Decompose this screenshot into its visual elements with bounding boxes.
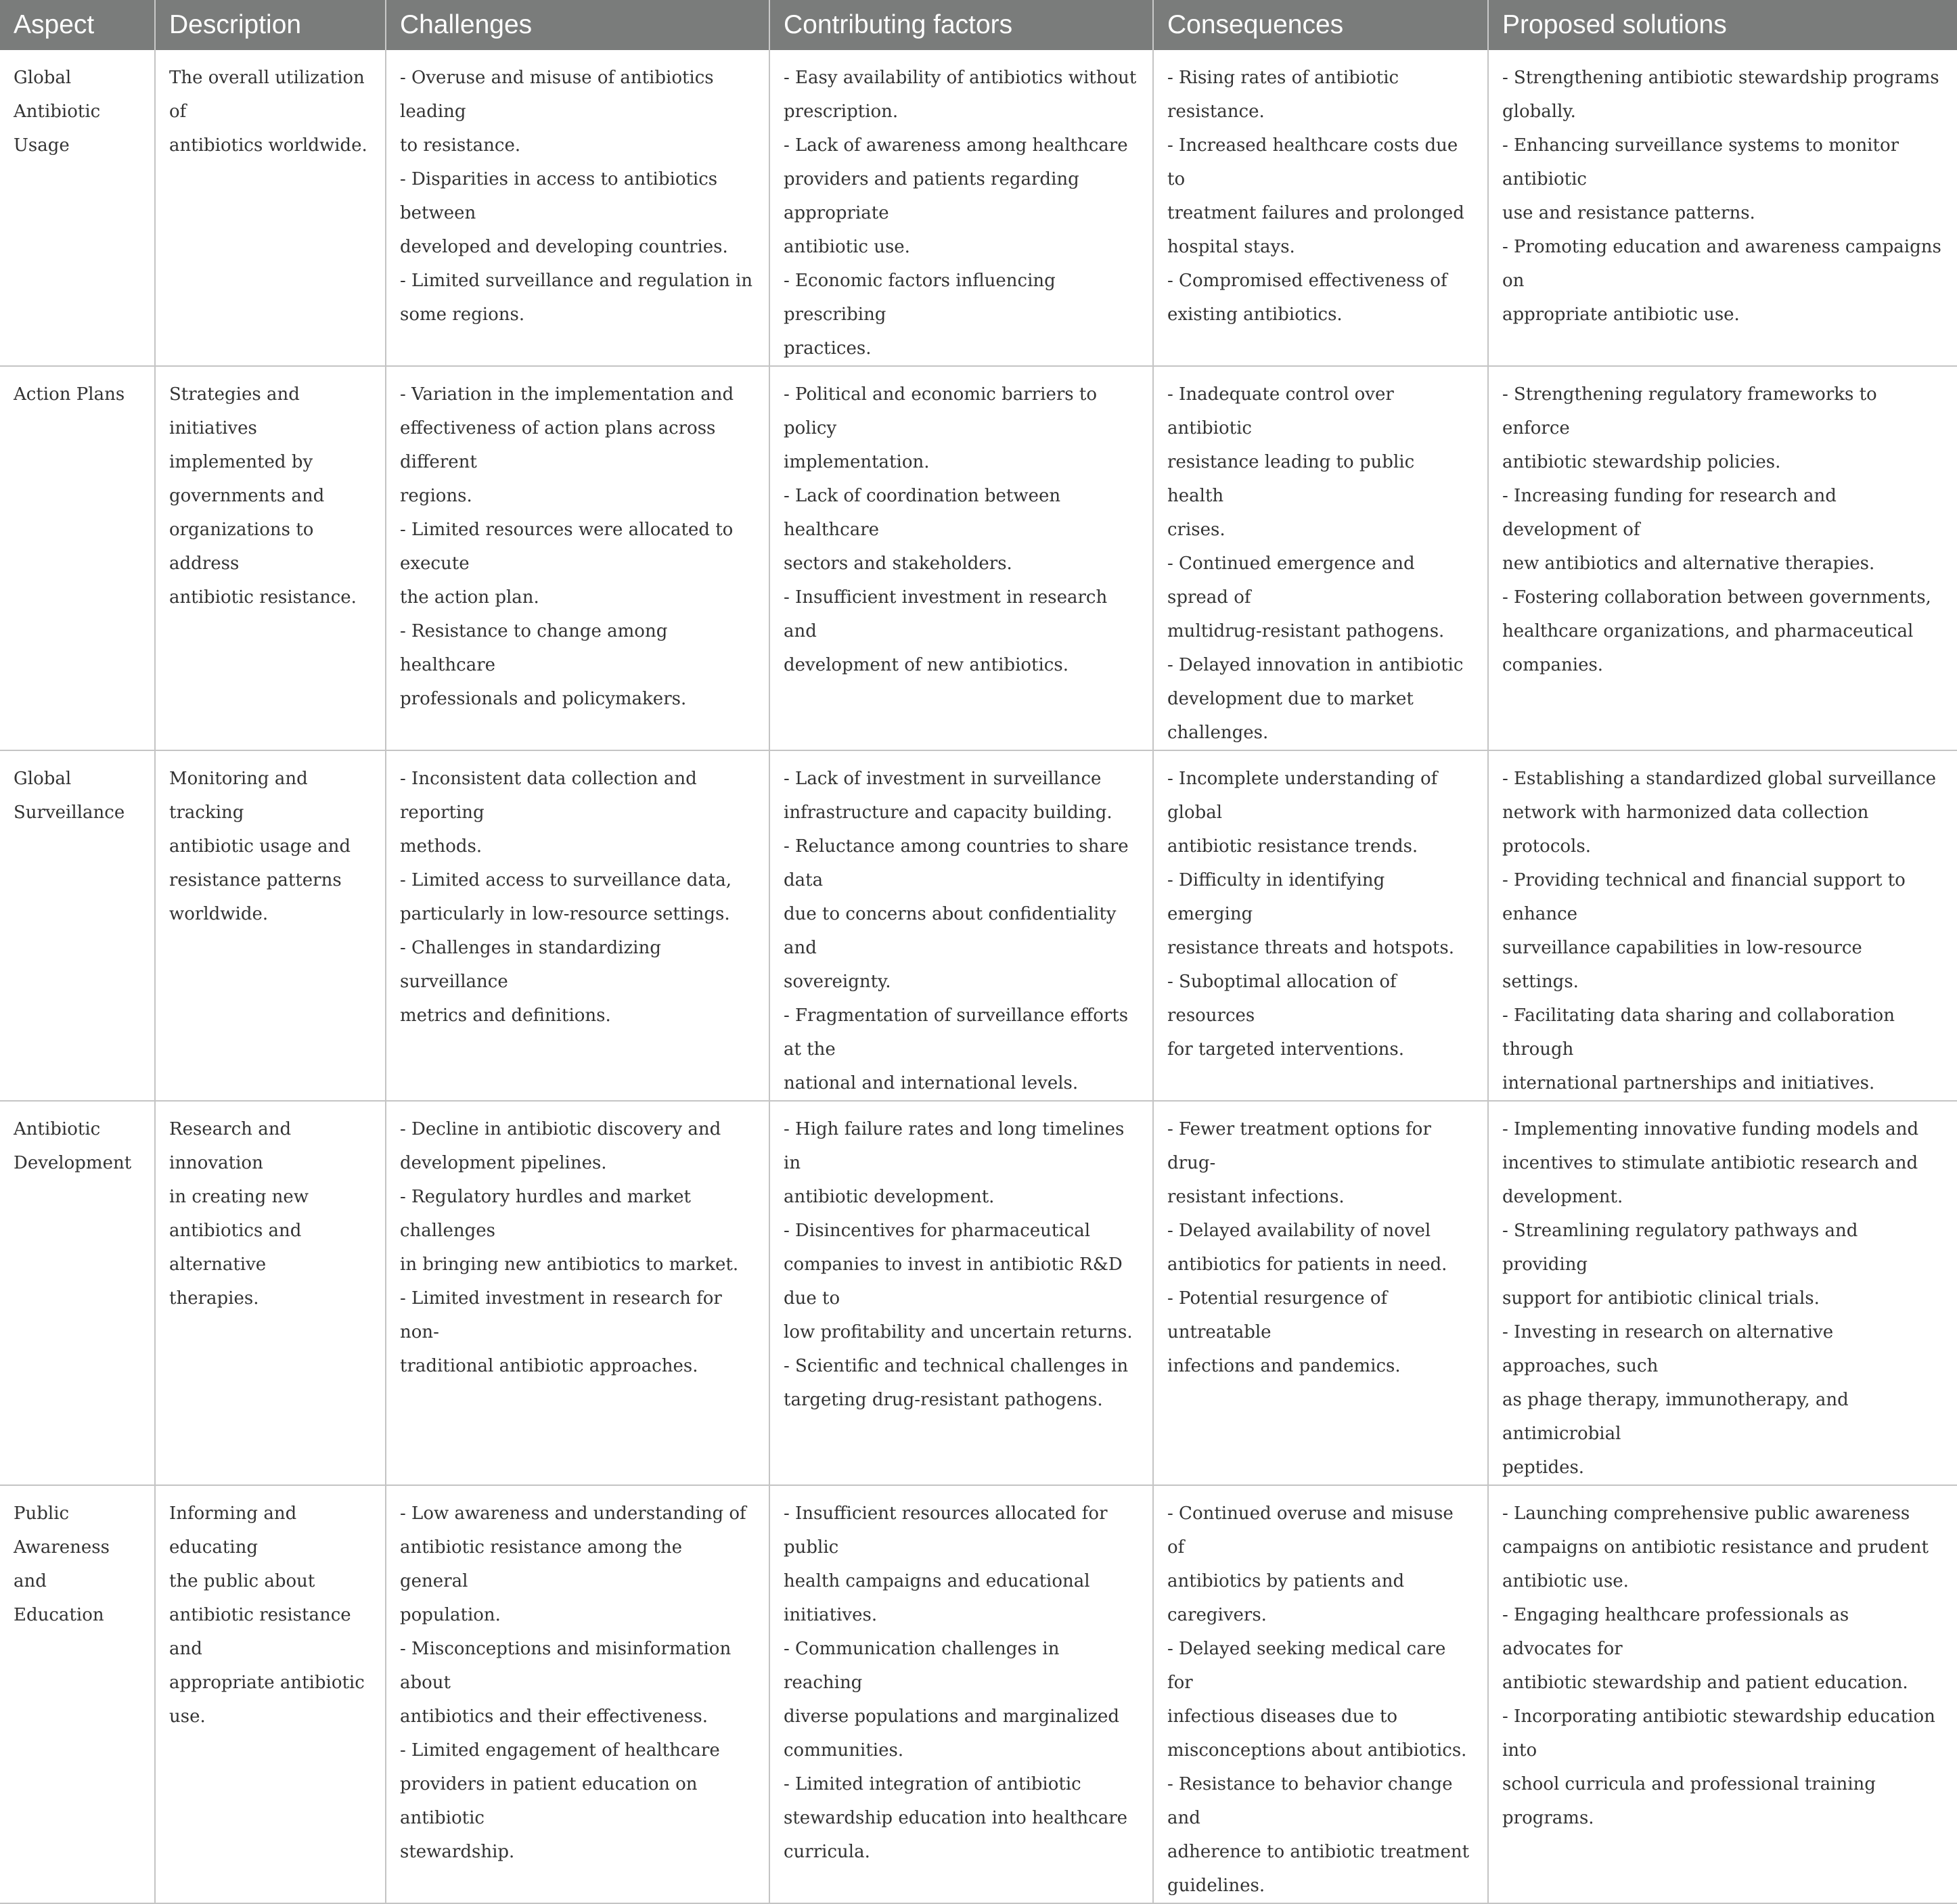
factors-cell xyxy=(769,366,1153,750)
cell-line: - Political and economic barriers to policy xyxy=(784,384,1097,438)
cell-line: resistance leading to public health xyxy=(1167,452,1415,506)
cell-line: antibiotic resistance and xyxy=(169,1605,351,1659)
cell-line: - Enhancing surveillance systems to monitor antibiotic xyxy=(1502,135,1899,189)
cell-line: - Fewer treatment options for drug- xyxy=(1167,1119,1431,1173)
cell-line: - Difficulty in identifying emerging xyxy=(1167,870,1385,924)
cell-line: - Limited resources were allocated to execute xyxy=(400,520,734,574)
cell-line: Monitoring and tracking xyxy=(169,769,308,823)
cell-line: - Communication challenges in reaching xyxy=(784,1639,1060,1693)
aspect-cell xyxy=(0,366,155,750)
cell-line: companies to invest in antibiotic R&D due to xyxy=(784,1254,1123,1309)
cell-line: infrastructure and capacity building. xyxy=(784,802,1112,823)
cell-line: - Delayed availability of novel xyxy=(1167,1221,1431,1241)
cell-line: methods. xyxy=(400,836,482,857)
cell-line: - Delayed seeking medical care for xyxy=(1167,1639,1446,1693)
cell-line: as phage therapy, immunotherapy, and antimicrobial xyxy=(1502,1390,1849,1444)
cell-line: - Misconceptions and misinformation about xyxy=(400,1639,732,1693)
cell-line: - Limited access to surveillance data, xyxy=(400,870,732,890)
cell-line: - Promoting education and awareness campaigns on xyxy=(1502,237,1941,291)
cell-line: - Continued emergence and spread of xyxy=(1167,553,1415,608)
cell-line: Public xyxy=(14,1503,70,1524)
cell-line: - Strengthening antibiotic stewardship programs xyxy=(1502,68,1939,88)
cell-line: in bringing new antibiotics to market. xyxy=(400,1254,739,1275)
factors-cell xyxy=(769,750,1153,1101)
cell-line: existing antibiotics. xyxy=(1167,304,1343,325)
cell-line: companies. xyxy=(1502,655,1604,675)
cell-line: in creating new xyxy=(169,1187,309,1207)
cell-line: development due to market challenges. xyxy=(1167,689,1414,743)
table-row xyxy=(0,1101,1957,1485)
cell-line: - Reluctance among countries to share data xyxy=(784,836,1129,890)
cell-line: Global xyxy=(14,769,72,789)
cell-line: - Streamlining regulatory pathways and providing xyxy=(1502,1221,1858,1275)
cell-line: professionals and policymakers. xyxy=(400,689,687,709)
description-cell xyxy=(155,750,386,1101)
cell-line: infections and pandemics. xyxy=(1167,1356,1401,1376)
cell-line: to resistance. xyxy=(400,135,521,156)
cell-line: treatment failures and prolonged xyxy=(1167,203,1464,223)
cell-line: resistance threats and hotspots. xyxy=(1167,938,1454,958)
aspect-cell xyxy=(0,1485,155,1903)
cell-line: healthcare organizations, and pharmaceutical xyxy=(1502,621,1914,641)
header-challenges: Challenges xyxy=(386,0,769,50)
cell-line: - Low awareness and understanding of xyxy=(400,1503,746,1524)
header-contributing-factors: Contributing factors xyxy=(769,0,1153,50)
cell-line: - Decline in antibiotic discovery and xyxy=(400,1119,721,1139)
header-aspect: Aspect xyxy=(0,0,155,50)
table-row xyxy=(0,50,1957,366)
cell-line: - Rising rates of antibiotic resistance. xyxy=(1167,68,1399,122)
cell-line: - Regulatory hurdles and market challenges xyxy=(400,1187,691,1241)
cell-line: resistance patterns xyxy=(169,870,342,890)
cell-line: diverse populations and marginalized xyxy=(784,1706,1120,1727)
description-cell xyxy=(155,1101,386,1485)
aspect-cell xyxy=(0,1101,155,1485)
factors-cell xyxy=(769,50,1153,366)
cell-line: - Delayed innovation in antibiotic xyxy=(1167,655,1464,675)
cell-line: the public about xyxy=(169,1571,315,1591)
cell-line: The overall utilization of xyxy=(169,68,365,122)
cell-line: peptides. xyxy=(1502,1457,1585,1478)
cell-line: - Lack of investment in surveillance xyxy=(784,769,1102,789)
cell-line: some regions. xyxy=(400,304,525,325)
solutions-cell xyxy=(1488,50,1957,366)
cell-line: antibiotics and their effectiveness. xyxy=(400,1706,708,1727)
cell-line: antibiotics for patients in need. xyxy=(1167,1254,1447,1275)
cell-line: antibiotics and alternative xyxy=(169,1221,302,1275)
cell-line: Global xyxy=(14,68,72,88)
cell-line: appropriate antibiotic use. xyxy=(1502,304,1740,325)
cell-line: - Lack of awareness among healthcare xyxy=(784,135,1128,156)
cell-line: - Scientific and technical challenges in xyxy=(784,1356,1129,1376)
header-row xyxy=(0,0,1957,50)
solutions-cell xyxy=(1488,1485,1957,1903)
cell-line: campaigns on antibiotic resistance and prudent xyxy=(1502,1537,1929,1558)
cell-line: antibiotic development. xyxy=(784,1187,995,1207)
cell-line: development. xyxy=(1502,1187,1623,1207)
cell-line: antibiotic resistance among the general xyxy=(400,1537,682,1591)
cell-line: - Providing technical and financial support to enhance xyxy=(1502,870,1906,924)
cell-line: - Resistance to change among healthcare xyxy=(400,621,668,675)
cell-line: network with harmonized data collection protocols. xyxy=(1502,802,1869,857)
table-header xyxy=(0,0,1957,50)
cell-line: antibiotic use. xyxy=(784,237,910,257)
cell-line: antibiotic stewardship and patient education. xyxy=(1502,1673,1908,1693)
cell-line: - Insufficient resources allocated for public xyxy=(784,1503,1108,1558)
cell-line: - Variation in the implementation and xyxy=(400,384,734,405)
cell-line: health campaigns and educational initiatives. xyxy=(784,1571,1090,1625)
cell-line: - Launching comprehensive public awareness xyxy=(1502,1503,1910,1524)
cell-line: - Suboptimal allocation of resources xyxy=(1167,972,1397,1026)
cell-line: development pipelines. xyxy=(400,1153,607,1173)
cell-line: Awareness and xyxy=(14,1537,110,1591)
cell-line: Surveillance xyxy=(14,802,125,823)
cell-line: antibiotic resistance trends. xyxy=(1167,836,1418,857)
cell-line: stewardship education into healthcare xyxy=(784,1808,1128,1828)
cell-line: - Disincentives for pharmaceutical xyxy=(784,1221,1091,1241)
cell-line: therapies. xyxy=(169,1288,259,1309)
cell-line: use and resistance patterns. xyxy=(1502,203,1755,223)
cell-line: communities. xyxy=(784,1740,904,1761)
cell-line: curricula. xyxy=(784,1842,870,1862)
cell-line: - Strengthening regulatory frameworks to enforce xyxy=(1502,384,1877,438)
cell-line: governments and xyxy=(169,486,325,506)
cell-line: - Engaging healthcare professionals as advocates for xyxy=(1502,1605,1849,1659)
consequences-cell xyxy=(1153,50,1488,366)
cell-line: guidelines. xyxy=(1167,1876,1265,1896)
cell-line: Strategies and initiatives xyxy=(169,384,300,438)
cell-line: Education xyxy=(14,1605,104,1625)
cell-line: Development xyxy=(14,1153,132,1173)
header-proposed-solutions: Proposed solutions xyxy=(1488,0,1957,50)
cell-line: population. xyxy=(400,1605,501,1625)
cell-line: crises. xyxy=(1167,520,1225,540)
solutions-cell xyxy=(1488,750,1957,1101)
cell-line: developed and developing countries. xyxy=(400,237,728,257)
cell-line: Antibiotic xyxy=(14,101,101,122)
cell-line: regions. xyxy=(400,486,472,506)
cell-line: particularly in low-resource settings. xyxy=(400,904,730,924)
cell-line: antibiotic use. xyxy=(1502,1571,1629,1591)
cell-line: for targeted interventions. xyxy=(1167,1039,1405,1060)
cell-line: Action Plans xyxy=(14,384,125,405)
cell-line: - High failure rates and long timelines in xyxy=(784,1119,1125,1173)
description-cell xyxy=(155,50,386,366)
cell-line: - Continued overuse and misuse of xyxy=(1167,1503,1454,1558)
cell-line: Research and innovation xyxy=(169,1119,292,1173)
cell-line: antibiotic resistance. xyxy=(169,587,357,608)
cell-line: - Challenges in standardizing surveillance xyxy=(400,938,661,992)
cell-line: providers in patient education on antibiotic xyxy=(400,1774,698,1828)
cell-line: - Lack of coordination between healthcare xyxy=(784,486,1061,540)
cell-line: resistant infections. xyxy=(1167,1187,1345,1207)
cell-line: prescription. xyxy=(784,101,899,122)
cell-line: - Increasing funding for research and development of xyxy=(1502,486,1837,540)
cell-line: providers and patients regarding appropriate xyxy=(784,169,1079,223)
consequences-cell xyxy=(1153,1101,1488,1485)
cell-line: development of new antibiotics. xyxy=(784,655,1069,675)
cell-line: international partnerships and initiatives. xyxy=(1502,1073,1875,1093)
cell-line: implemented by xyxy=(169,452,313,472)
cell-line: - Insufficient investment in research and xyxy=(784,587,1108,641)
cell-line: - Overuse and misuse of antibiotics leading xyxy=(400,68,714,122)
aspect-cell xyxy=(0,50,155,366)
cell-line: infectious diseases due to xyxy=(1167,1706,1398,1727)
description-cell xyxy=(155,366,386,750)
cell-line: - Resistance to behavior change and xyxy=(1167,1774,1453,1828)
challenges-cell xyxy=(386,50,769,366)
cell-line: - Establishing a standardized global surveillance xyxy=(1502,769,1937,789)
consequences-cell xyxy=(1153,750,1488,1101)
table-row xyxy=(0,1485,1957,1903)
aspect-cell xyxy=(0,750,155,1101)
factors-cell xyxy=(769,1485,1153,1903)
cell-line: antibiotic usage and xyxy=(169,836,351,857)
cell-line: - Limited engagement of healthcare xyxy=(400,1740,720,1761)
cell-line: - Increased healthcare costs due to xyxy=(1167,135,1458,189)
cell-line: - Implementing innovative funding models and xyxy=(1502,1119,1919,1139)
table-row xyxy=(0,366,1957,750)
factors-cell xyxy=(769,1101,1153,1485)
cell-line: - Limited surveillance and regulation in xyxy=(400,271,753,291)
cell-line: - Incomplete understanding of global xyxy=(1167,769,1438,823)
cell-line: surveillance capabilities in low-resource settings. xyxy=(1502,938,1862,992)
cell-line: support for antibiotic clinical trials. xyxy=(1502,1288,1820,1309)
cell-line: - Facilitating data sharing and collaboration through xyxy=(1502,1005,1895,1060)
description-cell xyxy=(155,1485,386,1903)
cell-line: - Limited integration of antibiotic xyxy=(784,1774,1081,1794)
header-consequences: Consequences xyxy=(1153,0,1488,50)
cell-line: hospital stays. xyxy=(1167,237,1295,257)
cell-line: - Compromised effectiveness of xyxy=(1167,271,1447,291)
cell-line: Usage xyxy=(14,135,70,156)
cell-line: adherence to antibiotic treatment xyxy=(1167,1842,1470,1862)
cell-line: targeting drug-resistant pathogens. xyxy=(784,1390,1103,1410)
cell-line: the action plan. xyxy=(400,587,539,608)
header-description: Description xyxy=(155,0,386,50)
cell-line: sectors and stakeholders. xyxy=(784,553,1012,574)
cell-line: use. xyxy=(169,1706,206,1727)
cell-line: school curricula and professional training programs. xyxy=(1502,1774,1876,1828)
cell-line: worldwide. xyxy=(169,904,269,924)
cell-line: Informing and educating xyxy=(169,1503,297,1558)
challenges-cell xyxy=(386,366,769,750)
cell-line: stewardship. xyxy=(400,1842,515,1862)
cell-line: - Disparities in access to antibiotics between xyxy=(400,169,718,223)
cell-line: practices. xyxy=(784,338,872,359)
cell-line: - Economic factors influencing prescribing xyxy=(784,271,1056,325)
cell-line: misconceptions about antibiotics. xyxy=(1167,1740,1467,1761)
cell-line: - Fragmentation of surveillance efforts at the xyxy=(784,1005,1129,1060)
cell-line: - Fostering collaboration between governments, xyxy=(1502,587,1931,608)
cell-line: - Incorporating antibiotic stewardship education into xyxy=(1502,1706,1935,1761)
cell-line: effectiveness of action plans across different xyxy=(400,418,716,472)
consequences-cell xyxy=(1153,1485,1488,1903)
cell-line: organizations to address xyxy=(169,520,314,574)
cell-line: - Investing in research on alternative approaches, such xyxy=(1502,1322,1834,1376)
solutions-cell xyxy=(1488,366,1957,750)
cell-line: appropriate antibiotic xyxy=(169,1673,365,1693)
cell-line: traditional antibiotic approaches. xyxy=(400,1356,698,1376)
cell-line: implementation. xyxy=(784,452,930,472)
consequences-cell xyxy=(1153,366,1488,750)
cell-line: antibiotics by patients and caregivers. xyxy=(1167,1571,1405,1625)
solutions-cell xyxy=(1488,1101,1957,1485)
cell-line: national and international levels. xyxy=(784,1073,1079,1093)
challenges-cell xyxy=(386,1485,769,1903)
challenges-cell xyxy=(386,1101,769,1485)
cell-line: sovereignty. xyxy=(784,972,891,992)
cell-line: low profitability and uncertain returns. xyxy=(784,1322,1133,1342)
cell-line: metrics and definitions. xyxy=(400,1005,611,1026)
cell-line: antibiotic stewardship policies. xyxy=(1502,452,1781,472)
cell-line: Antibiotic xyxy=(14,1119,101,1139)
cell-line: multidrug-resistant pathogens. xyxy=(1167,621,1445,641)
cell-line: globally. xyxy=(1502,101,1576,122)
cell-line: - Inconsistent data collection and reporting xyxy=(400,769,697,823)
cell-line: new antibiotics and alternative therapies. xyxy=(1502,553,1875,574)
cell-line: - Inadequate control over antibiotic xyxy=(1167,384,1394,438)
cell-line: - Potential resurgence of untreatable xyxy=(1167,1288,1388,1342)
cell-line: - Limited investment in research for non- xyxy=(400,1288,722,1342)
challenges-cell xyxy=(386,750,769,1101)
table-row xyxy=(0,750,1957,1101)
table-body xyxy=(0,50,1957,1903)
cell-line: antibiotics worldwide. xyxy=(169,135,367,156)
cell-line: incentives to stimulate antibiotic research and xyxy=(1502,1153,1918,1173)
cell-line: - Easy availability of antibiotics without xyxy=(784,68,1137,88)
cell-line: due to concerns about confidentiality and xyxy=(784,904,1117,958)
